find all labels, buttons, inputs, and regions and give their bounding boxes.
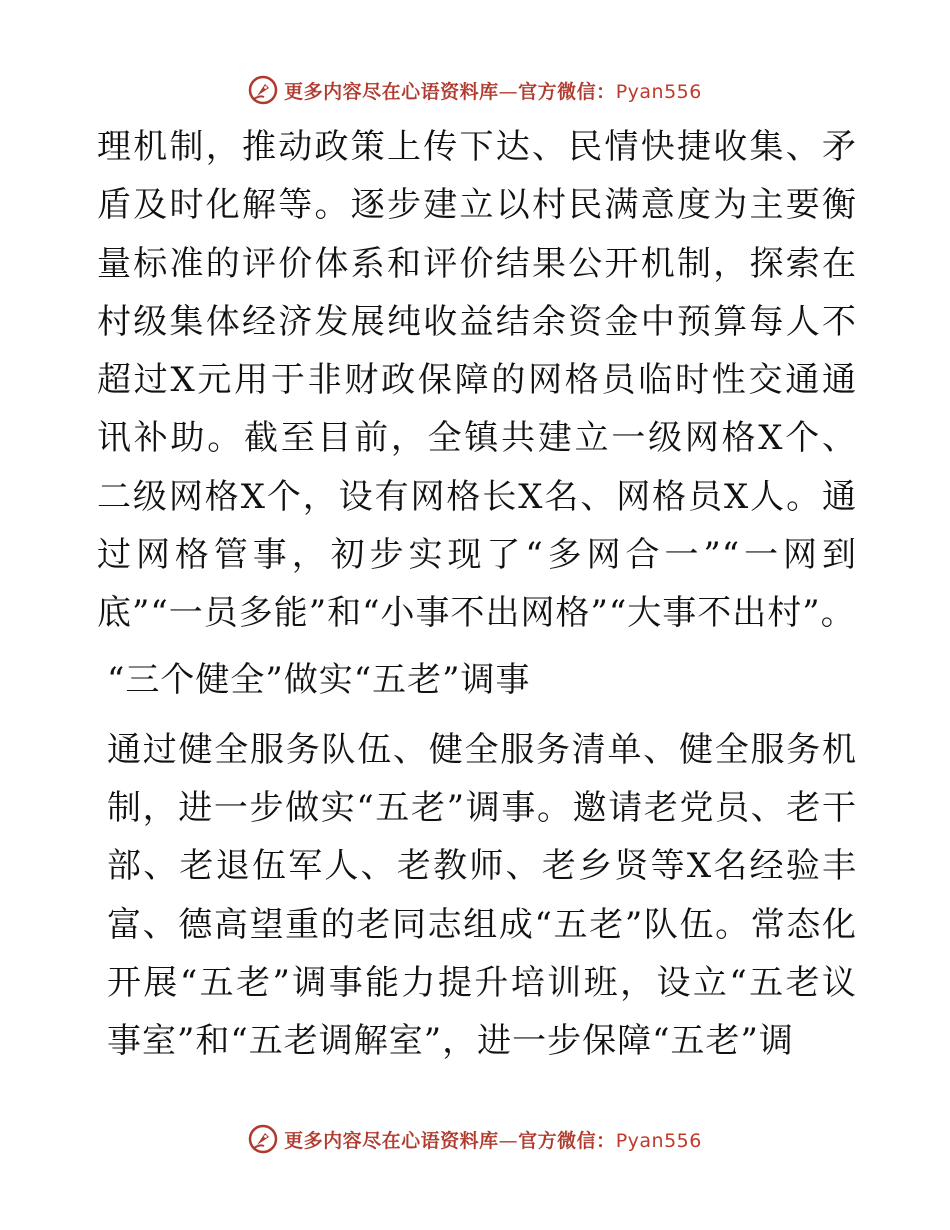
pen-nib-logo-icon [248, 75, 278, 105]
watermark-handle: Pyan556 [615, 80, 702, 103]
watermark-label: 官方微信： [518, 80, 616, 103]
watermark-text [284, 77, 702, 104]
section-heading: “三个健全”做实“五老”调事 [107, 659, 531, 700]
watermark-separator: — [498, 80, 519, 103]
document-body [97, 118, 857, 1070]
watermark-label: 官方微信： [518, 1129, 616, 1152]
body-paragraph-2: 通过健全服务队伍、健全服务清单、健全服务机制，进一步做实“五老”调事。邀请老党员、老干部、老退伍军人、老教师、老乡贤等X名经验丰富、德高望重的老同志组成“五老”队伍。常态化开展“五老”调事能力提升培训班，设立“五老议事室”和“五老调解室”，进一步保障“五老”调 [107, 729, 857, 1062]
header-watermark [0, 73, 950, 107]
watermark-text [284, 1126, 702, 1153]
footer-watermark [0, 1122, 950, 1156]
watermark-separator: — [498, 1129, 519, 1152]
pen-nib-logo-icon [248, 1124, 278, 1154]
body-paragraph-1: 理机制，推动政策上传下达、民情快捷收集、矛盾及时化解等。逐步建立以村民满意度为主要衡量标准的评价体系和评价结果公开机制，探索在村级集体经济发展纯收益结余资金中预算每人不超过X元用于非财政保障的网格员临时性交通通讯补助。截至目前，全镇共建立一级网格X个、二级网格X个，设有网格长X名、网格员X人。通过网格管事，初步实现了“多网合一”“一网到底”“一员多能”和“小事不出网格”“大事不出村”。 [97, 127, 857, 634]
watermark-site-name: 更多内容尽在心语资料库 [284, 80, 499, 103]
watermark-site-name: 更多内容尽在心语资料库 [284, 1129, 499, 1152]
watermark-handle: Pyan556 [615, 1129, 702, 1152]
